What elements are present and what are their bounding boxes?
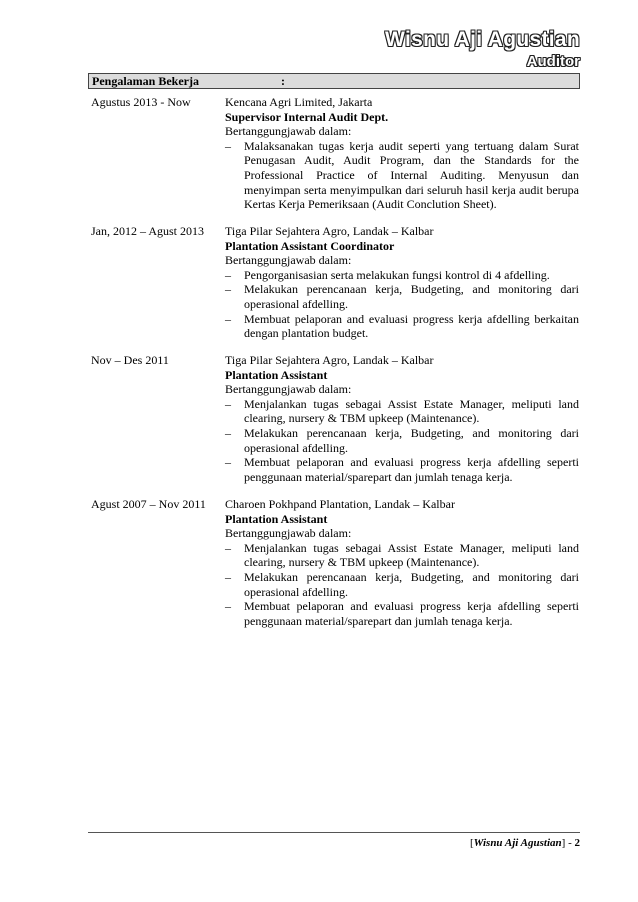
duty-text: Membuat pelaporan and evaluasi progress kerja afdelling seperti penggunaan material/sparepart dan jumlah tenaga kerja. bbox=[244, 599, 579, 628]
duty-text: Melakukan perencanaan kerja, Budgeting, and monitoring dari operasional afdelling. bbox=[244, 425, 579, 455]
duty-item bbox=[225, 426, 579, 455]
dash-bullet: – bbox=[225, 540, 231, 555]
footer-name: Wisnu Aji Agustian bbox=[473, 837, 562, 849]
duty-item bbox=[225, 599, 579, 628]
duty-item bbox=[225, 282, 579, 311]
entry-responsibility-label: Bertanggungjawab dalam: bbox=[225, 382, 352, 397]
page-number: 2 bbox=[574, 837, 580, 849]
section-colon: : bbox=[281, 74, 285, 88]
section-label: Pengalaman Bekerja bbox=[92, 74, 199, 88]
dash-bullet: – bbox=[225, 455, 231, 470]
entry-responsibility-label: Bertanggungjawab dalam: bbox=[225, 124, 352, 139]
duty-text: Membuat pelaporan and evaluasi progress kerja afdelling berkaitan dengan plantation budget. bbox=[244, 311, 579, 341]
entry-period: Agustus 2013 - Now bbox=[91, 95, 191, 109]
duty-text: Pengorganisasian serta melakukan fungsi kontrol di 4 afdelling. bbox=[244, 267, 550, 282]
entry-role: Plantation Assistant bbox=[225, 511, 328, 526]
dash-bullet: – bbox=[225, 282, 231, 297]
entry-company: Charoen Pokhpand Plantation, Landak – Kalbar bbox=[225, 497, 455, 511]
dash-bullet: – bbox=[225, 396, 231, 411]
duty-item bbox=[225, 268, 579, 283]
duty-text: Membuat pelaporan and evaluasi progress kerja afdelling seperti penggunaan material/sparepart dan jumlah tenaga kerja. bbox=[244, 455, 579, 484]
entry-role: Supervisor Internal Audit Dept. bbox=[225, 109, 389, 124]
entry-body bbox=[225, 224, 579, 341]
entry-company: Tiga Pilar Sejahtera Agro, Landak – Kalbar bbox=[225, 353, 434, 367]
duty-item bbox=[225, 312, 579, 341]
section-heading bbox=[88, 73, 580, 89]
entry-period: Jan, 2012 – Agust 2013 bbox=[91, 224, 205, 238]
dash-bullet: – bbox=[225, 138, 231, 153]
duty-text: Menjalankan tugas sebagai Assist Estate Manager, meliputi land clearing, nursery & TBM upkeep (Maintenance). bbox=[244, 396, 579, 426]
footer-divider bbox=[88, 832, 580, 833]
footer-separator: - bbox=[565, 837, 575, 849]
duty-item bbox=[225, 139, 579, 212]
entry-responsibility-label: Bertanggungjawab dalam: bbox=[225, 526, 352, 541]
header-title: Auditor bbox=[526, 53, 580, 70]
footer-close-bracket: ] bbox=[561, 837, 566, 849]
duty-item bbox=[225, 570, 579, 599]
dash-bullet: – bbox=[225, 425, 231, 440]
duty-text: Malaksanakan tugas kerja audit seperti yang tertuang dalam Surat Penugasan Audit, Audit Program, dan the Standards for the Professional Practice of Internal Auditing. Menyusun dan menyimpan serta menyimpulkan dari seluruh hasil kerja audit berupa Kertas Kerja Pemeriksaan (Audit Conclution Sheet). bbox=[244, 138, 579, 212]
footer-open-bracket: [ bbox=[469, 837, 474, 849]
dash-bullet: – bbox=[225, 311, 231, 326]
entry-period: Agust 2007 – Nov 2011 bbox=[91, 497, 206, 511]
duty-item bbox=[225, 541, 579, 570]
entry-period: Nov – Des 2011 bbox=[91, 353, 169, 367]
dash-bullet: – bbox=[225, 599, 231, 614]
entry-role: Plantation Assistant Coordinator bbox=[225, 238, 395, 253]
duty-text: Menjalankan tugas sebagai Assist Estate Manager, meliputi land clearing, nursery & TBM upkeep (Maintenance). bbox=[244, 540, 579, 570]
duty-list bbox=[225, 541, 579, 629]
entry-body bbox=[225, 353, 579, 484]
entry-responsibility-label: Bertanggungjawab dalam: bbox=[225, 253, 352, 268]
dash-bullet: – bbox=[225, 569, 231, 584]
duty-text: Melakukan perencanaan kerja, Budgeting, and monitoring dari operasional afdelling. bbox=[244, 569, 579, 599]
entry-company: Kencana Agri Limited, Jakarta bbox=[225, 95, 373, 109]
entry-body bbox=[225, 95, 579, 212]
header-name: Wisnu Aji Agustian bbox=[385, 28, 580, 51]
entry-role: Plantation Assistant bbox=[225, 367, 328, 382]
duty-text: Melakukan perencanaan kerja, Budgeting, and monitoring dari operasional afdelling. bbox=[244, 282, 579, 311]
duty-list bbox=[225, 268, 579, 341]
duty-item bbox=[225, 397, 579, 426]
entry-body bbox=[225, 497, 579, 628]
duty-item bbox=[225, 455, 579, 484]
page-footer bbox=[470, 837, 580, 849]
duty-list bbox=[225, 397, 579, 485]
dash-bullet: – bbox=[225, 267, 231, 282]
entry-company: Tiga Pilar Sejahtera Agro, Landak – Kalbar bbox=[225, 224, 434, 238]
duty-list bbox=[225, 139, 579, 212]
